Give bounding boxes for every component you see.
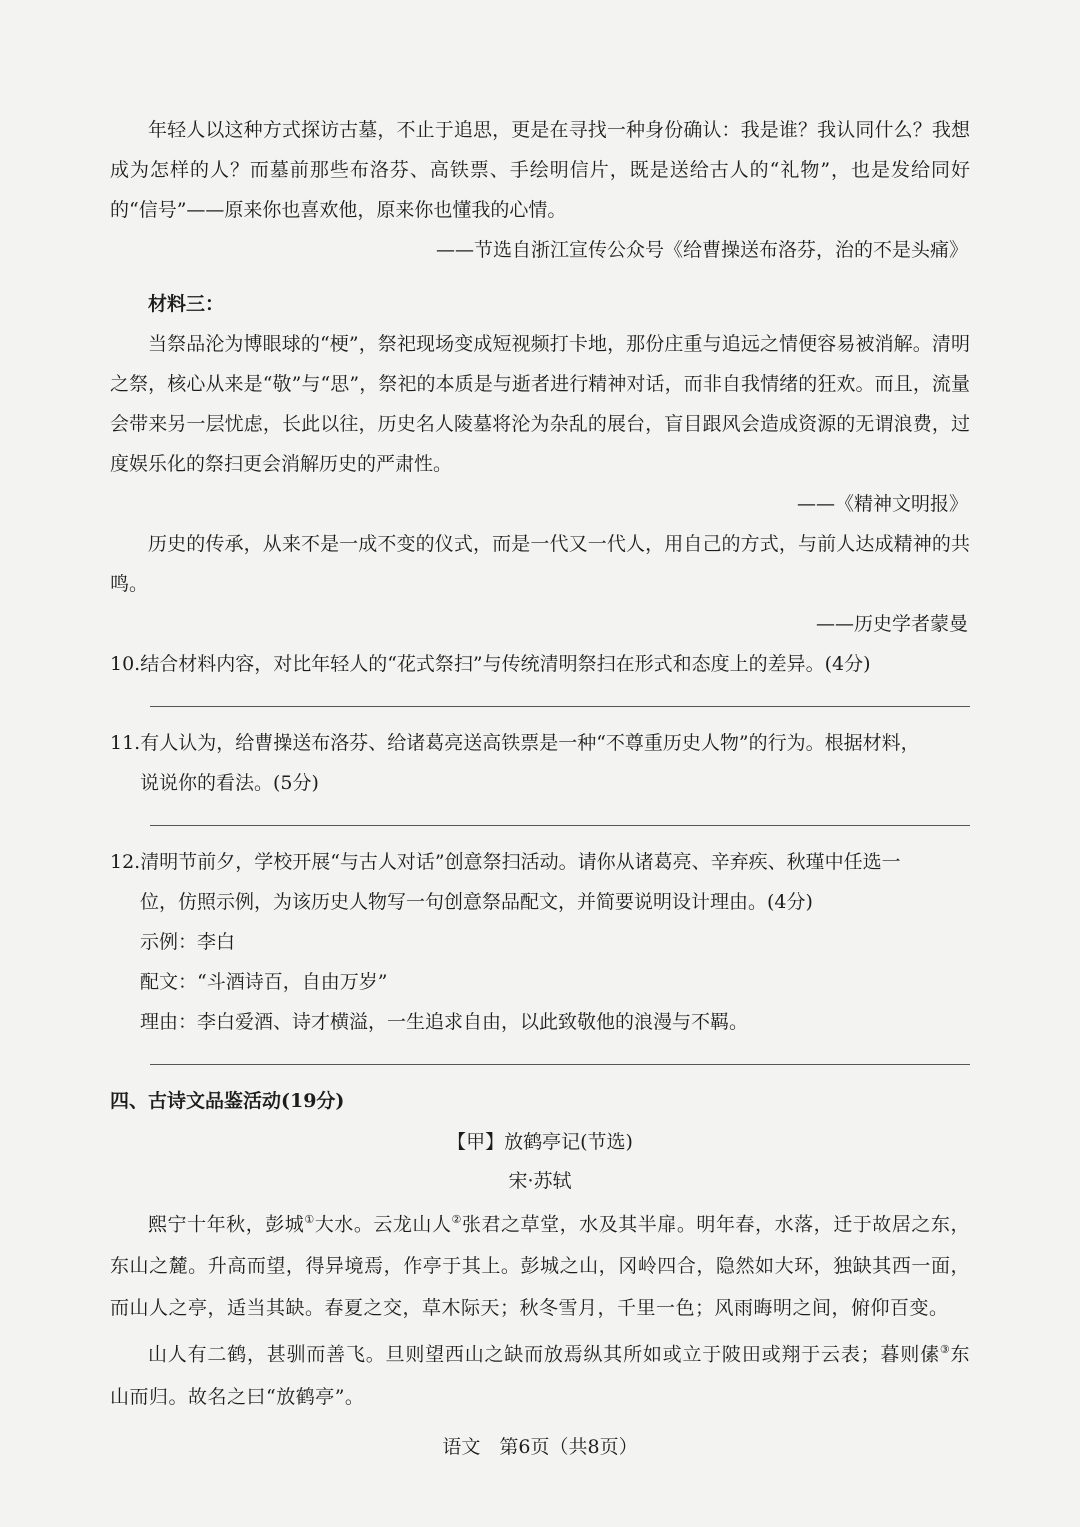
ancient-text-p1-part-a: 熙宁十年秋，彭城: [148, 1213, 305, 1236]
material2-paragraph: 年轻人以这种方式探访古墓，不止于追思，更是在寻找一种身份确认：我是谁？我认同什么？我想成为怎样的人？而墓前那些布洛芬、高铁票、手绘明信片，既是送给古人的“礼物”，也是发给同好的“信号”——原来你也喜欢他，原来你也懂我的心情。: [110, 119, 970, 221]
question-10-text: 结合材料内容，对比年轻人的“花式祭扫”与传统清明祭扫在形式和态度上的差异。(4分): [140, 653, 871, 675]
question-12-reason: 理由：李白爱酒、诗才横溢，一生追求自由，以此致敬他的浪漫与不羁。: [140, 1011, 749, 1033]
question-12: [110, 842, 970, 882]
material3-heading: 材料三：: [148, 293, 225, 315]
poem-author: 宋·苏轼: [508, 1170, 572, 1192]
poem-title: 【甲】放鹤亭记(节选): [447, 1131, 633, 1153]
section-4-heading: 四、古诗文品鉴活动(19分): [110, 1090, 345, 1112]
footnote-marker-3: ③: [939, 1343, 951, 1357]
material3-paragraph-1: 当祭品沦为博眼球的“梗”，祭祀现场变成短视频打卡地，那份庄重与追远之情便容易被消解。清明之祭，核心从来是“敬”与“思”，祭祀的本质是与逝者进行精神对话，而非自我情绪的狂欢。而且，流量会带来另一层忧虑，长此以往，历史名人陵墓将沦为杂乱的展台，盲目跟风会造成资源的无谓浪费，过度娱乐化的祭扫更会消解历史的严肃性。: [110, 333, 970, 475]
question-11-text-line2: 说说你的看法。(5分): [140, 772, 319, 794]
question-12-caption: 配文：“斗酒诗百，自由万岁”: [140, 971, 388, 993]
question-10-number: 10.: [110, 653, 141, 675]
question-12-answer-line[interactable]: [150, 1064, 970, 1065]
question-12-text-line1: 清明节前夕，学校开展“与古人对话”创意祭扫活动。请你从诸葛亮、辛弃疾、秋瑾中任选一: [140, 851, 901, 873]
ancient-text-p1-part-b: 大水。云龙山人: [314, 1213, 452, 1236]
material3-source-1: ——《精神文明报》: [796, 493, 968, 515]
question-12-example: 示例：李白: [140, 931, 236, 953]
question-11-text-line1: 有人认为，给曹操送布洛芬、给诸葛亮送高铁票是一种“不尊重历史人物”的行为。根据材料，: [140, 732, 920, 754]
question-10-answer-line[interactable]: [150, 706, 970, 707]
ancient-text-p2-part-a: 山人有二鹤，甚驯而善飞。旦则望西山之缺而放焉纵其所如或立于陂田或翔于云表；暮则傃: [148, 1343, 940, 1366]
ancient-text-paragraph-2: [110, 1329, 970, 1417]
question-12-number: 12.: [110, 851, 141, 873]
question-11: [110, 723, 970, 763]
page-footer: 语文 第6页（共8页）: [442, 1436, 638, 1458]
material3-source-2: ——历史学者蒙曼: [815, 613, 968, 635]
ancient-text-paragraph-1: [110, 1199, 970, 1329]
question-12-text-line2: 位，仿照示例，为该历史人物写一句创意祭品配文，并简要说明设计理由。(4分): [140, 891, 813, 913]
footnote-marker-1: ①: [304, 1213, 315, 1226]
ancient-text-p1-part-c: 张君之草堂，水及其半扉。明年春，水落，迁于故居之东，东山之麓。升高而望，得异境焉，作亭于其上。彭城之山，冈岭四合，隐然如大环，独缺其西一面，而山人之亭，适当其缺。春夏之交，草木际天；秋冬雪月，千里一色；风雨晦明之间，俯仰百变。: [110, 1213, 970, 1320]
footnote-marker-2: ②: [451, 1213, 462, 1226]
question-11-answer-line[interactable]: [150, 825, 970, 826]
material3-paragraph-2: 历史的传承，从来不是一成不变的仪式，而是一代又一代人，用自己的方式，与前人达成精神的共鸣。: [110, 533, 970, 595]
question-11-number: 11.: [110, 732, 141, 754]
material2-source: ——节选自浙江宣传公众号《给曹操送布洛芬，治的不是头痛》: [435, 239, 968, 261]
ancient-text-p2-part-b: 东山而归。故名之曰“放鹤亭”。: [110, 1343, 970, 1408]
question-10: [110, 644, 970, 684]
